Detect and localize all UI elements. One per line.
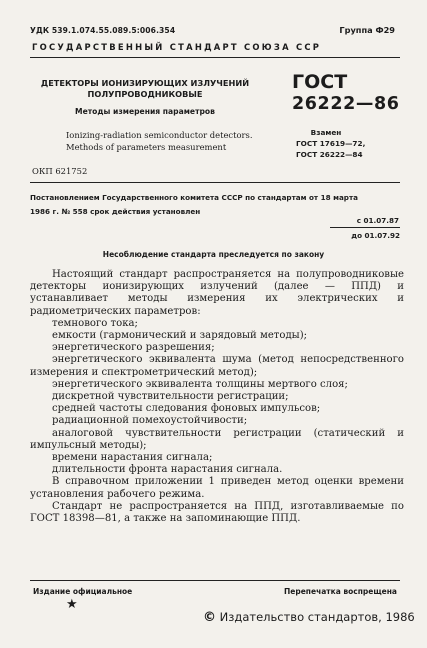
list-item: емкости (гармонический и зарядовый методы); [52,330,308,342]
copyright-text: Издательство стандартов, 1986 [219,610,415,624]
list-item: энергетического разрешения; [52,342,215,354]
english-title-line-1: Ionizing-radiation semiconductor detectors. [66,130,253,140]
list-item: длительности фронта нарастания сигнала. [52,464,283,476]
list-item: дискретной чувствительности регистрации; [52,391,289,403]
list-item: средней частоты следования фоновых импульсов; [52,403,321,415]
body-text [30,269,404,525]
list-item: энергетического эквивалента шума (метод непосредственного измерения и спектрометрический метод); [30,354,404,378]
replaces-line-1: ГОСТ 17619—72, [296,139,366,148]
english-title-line-2: Methods of parameters measurement [66,142,227,152]
date-to: до 01.07.92 [330,227,400,242]
copyright-line [203,610,415,625]
group-code: Группа Ф29 [339,25,395,35]
parameter-list [30,318,404,477]
gost-label: ГОСТ [292,71,348,93]
gost-designation [292,72,400,115]
star-icon: ★ [66,597,78,612]
decree-line-1: Постановлением Государственного комитета СССР по стандартам от 18 марта [30,193,358,202]
title-line-1: ДЕТЕКТОРЫ ИОНИЗИРУЮЩИХ ИЗЛУЧЕНИЙ [40,78,250,88]
document-title [30,78,260,117]
replaces-block [296,127,365,160]
scope-paragraph: Стандарт не распространяется на ППД, изготавливаемые по ГОСТ 18398—81, а также на запоминающие ППД. [30,500,404,525]
copyright-icon: © [203,610,216,625]
replaces-label: Взамен [310,128,342,137]
official-edition: Издание официальное [33,587,133,596]
okp-code: ОКП 621752 [32,166,88,176]
intro-paragraph: Настоящий стандарт распространяется на полупроводниковые детекторы ионизирующих излучений (далее — ППД) и устанавливает методы измерения их электрических и радиометрических параметров: [30,269,404,317]
date-from: с 01.07.87 [356,216,399,225]
gost-number: 26222—86 [292,94,400,114]
list-item: темнового тока; [52,317,138,329]
banner-title: ГОСУДАРСТВЕННЫЙ СТАНДАРТ СОЮЗА ССР [32,42,322,52]
header-rule [30,182,400,183]
udk-code: УДК 539.1.074.55.089.5:006.354 [30,26,176,35]
footer-rule [30,580,400,581]
decree-line-2: 1986 г. № 558 срок действия установлен [30,206,201,216]
replaces-line-2: ГОСТ 26222—84 [296,150,363,159]
list-item: радиационной помехоустойчивости; [52,415,248,427]
legal-notice: Несоблюдение стандарта преследуется по закону [102,250,325,259]
appendix-paragraph: В справочном приложении 1 приведен метод оценки времени установления рабочего режима. [30,476,404,500]
list-item: аналоговой чувствительности регистрации (статический и импульсный методы); [30,427,404,451]
banner-rule [30,57,400,58]
title-subtitle: Методы измерения параметров [75,107,215,116]
reprint-prohibited: Перепечатка воспрещена [283,587,397,596]
title-line-2: ПОЛУПРОВОДНИКОВЫЕ [87,89,203,99]
english-title [66,129,266,153]
list-item: времени нарастания сигнала; [52,452,213,464]
validity-dates [330,214,400,242]
list-item: энергетического эквивалента толщины мертвого слоя; [52,378,348,390]
